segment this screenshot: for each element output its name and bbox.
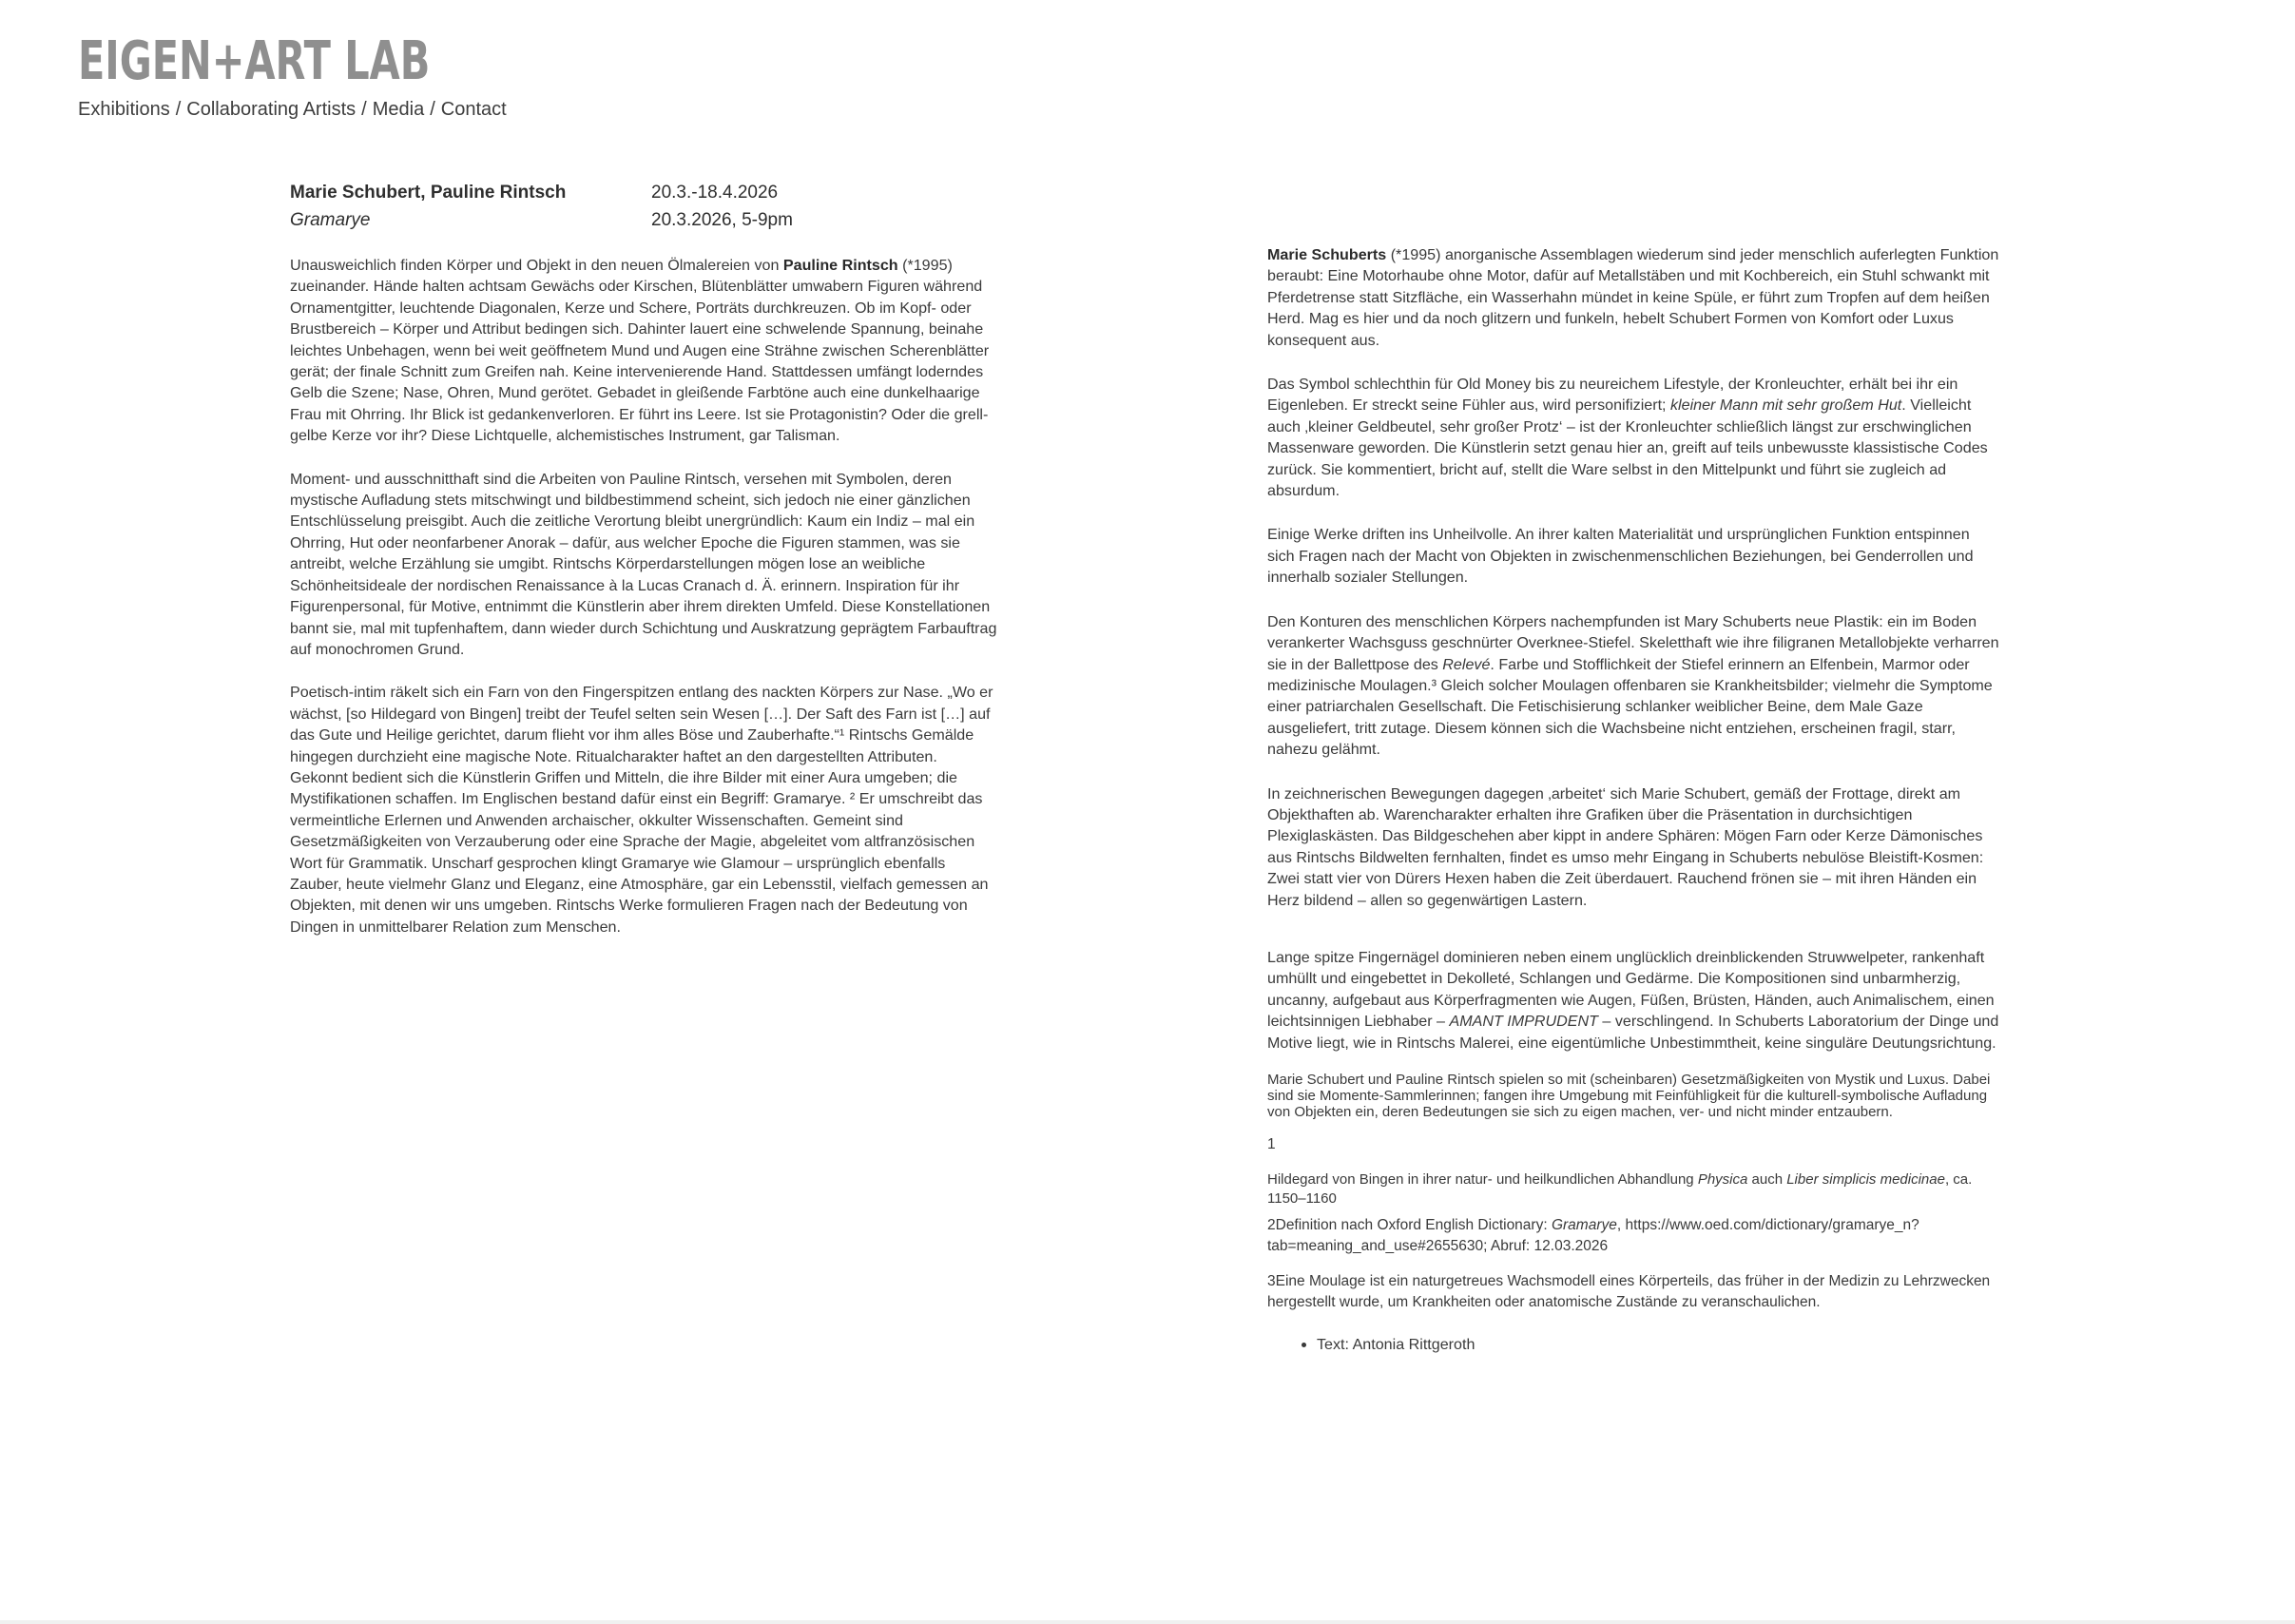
text-run: Einige Werke driften ins Unheilvolle. An ihrer kalten Materialität und ursprünglichen Funktion entspinnen sich Fragen nach der Macht von Objekten in zwischenmenschlichen Beziehungen, bei Genderrollen und innerhalb sozialer Stellungen. bbox=[1267, 526, 1974, 587]
site-header bbox=[78, 32, 553, 121]
main-nav bbox=[78, 99, 553, 121]
paragraph bbox=[1267, 947, 1999, 1054]
italic-text: AMANT IMPRUDENT bbox=[1449, 1013, 1598, 1031]
nav-link-exhibitions[interactable]: Exhibitions bbox=[78, 99, 170, 120]
nav-link-collaborating-artists[interactable]: Collaborating Artists bbox=[186, 99, 357, 120]
text-run: , https://www.oed.com/dictionary/gramarye_n?tab=meaning_and_use#2655630; Abruf: 12.03.2026 bbox=[1267, 1217, 1919, 1254]
text-run: Moment- und ausschnitthaft sind die Arbeiten von Pauline Rintsch, versehen mit Symbolen, deren mystische Aufladung stets mitschwingt und bildbestimmend scheint, sich jedoch nie einer gänzlichen Entschlüsselung preisgibt. Auch die zeitliche Verortung bleibt unergründlich: Kaum ein Indiz – mal ein Ohrring, Hut oder neonfarbener Anorak – dafür, aus welcher Epoche die Figuren stammen, was sie antreibt, welche Erzählung sie umgibt. Rintschs Körperdarstellungen mögen lose an weibliche Schönheitsideale der nordischen Renaissance à la Lucas Cranach d. Ä. erinnern. Inspiration für ihr Figurenpersonal, für Motive, entnimmt die Künstlerin aber ihrem direkten Umfeld. Diese Konstellationen bannt sie, mal mit tupfenhaftem, dann wieder durch Schichtung und Auskratzung geprägtem Farbauftrag auf monochromen Grund. bbox=[290, 470, 997, 658]
nav-link-media[interactable]: Media bbox=[372, 99, 425, 120]
text-run: Den Konturen des menschlichen Körpers nachempfunden ist Mary Schuberts neue Plastik: ein im Boden verankerter Wachsguss geschnürter Overknee-Stiefel. Skeletthaft wie ihre filigranen Metallobjekte verharren sie in der Ballettpose des bbox=[1267, 612, 1999, 673]
left-body-text bbox=[290, 255, 998, 938]
bottom-divider bbox=[0, 1620, 2295, 1624]
exhibition-meta-row-1 bbox=[290, 179, 998, 206]
opening-time: 20.3.2026, 5-9pm bbox=[651, 210, 793, 230]
paragraph bbox=[1267, 783, 1999, 911]
right-body-text bbox=[1267, 244, 1999, 911]
text-run: 2Definition nach Oxford English Dictionary: bbox=[1267, 1217, 1552, 1233]
paragraph bbox=[290, 255, 998, 447]
right-column bbox=[1267, 244, 1999, 1355]
text-run: (*1995) zueinander. Hände halten achtsam Gewächs oder Kirschen, Blütenblätter umwabern Figuren während Ornamentgitter, leuchtende Diagonalen, Kerze und Schere, Porträts durchkreuzen. Ob im Kopf- oder Brustbereich – Körper und Attribut bedingen sich. Dahinter lauert eine schwelende Spannung, beinahe leichtes Unbehagen, wenn bei weit geöffnetem Mund und Augen eine Strähne zwischen Scherenblätter gerät; der finale Schnitt zum Greifen nah. Keine intervenierende Hand. Stattdessen umfängt loderndes Gelb die Szene; Nase, Ohren, Mund gerötet. Gebadet in gleißende Farbtöne auch eine dunkelhaarige Frau mit Ohrring. Ihr Blick ist gedankenverloren. Er führt ins Leere. Ist sie Protagonistin? Oder die grell-gelbe Kerze vor ihr? Diese Lichtquelle, alchemistisches Instrument, gar Talisman. bbox=[290, 257, 990, 445]
footnote-number: 1 bbox=[1267, 1136, 1276, 1152]
italic-text: Physica bbox=[1697, 1171, 1748, 1188]
text-run: 3Eine Moulage ist ein naturgetreues Wachsmodell eines Körperteils, das früher in der Medizin zu Lehrzwecken hergestellt wurde, um Krankheiten oder anatomische Zustände zu veranschaulichen. bbox=[1267, 1273, 1991, 1310]
text-run: In zeichnerischen Bewegungen dagegen ‚arbeitet‘ sich Marie Schubert, gemäß der Frottage, direkt am Objekthaften ab. Warencharakter erhalten ihre Grafiken über die Präsentation in durchsichtigen Plexiglaskästen. Das Bildgeschehen aber kippt in andere Sphären: Mögen Farn oder Kerze Dämonisches aus Rintschs Bildwelten fernhalten, findet es umso mehr Eingang in Schuberts nebulöse Bleistift-Kosmen: Zwei statt vier von Dürers Hexen haben die Zeit überdauert. Rauchend frönen sie – mit ihren Händen ein Herz bildend – allen so gegenwärtigen Lastern. bbox=[1267, 784, 1984, 909]
footnote bbox=[1267, 1170, 1999, 1208]
nav-separator: / bbox=[175, 99, 182, 120]
text-run: . Farbe und Stofflichkeit der Stiefel erinnern an Elfenbein, Marmor oder medizinische Moulagen.³ Gleich solcher Moulagen offenbaren sie Krankheitsbilder; vielmehr die Symptome einer patriarchalen Gesellschaft. Die Fetischisierung schlanker weiblicher Beine, dem Male Gaze ausgeliefert, tritt zutage. Diesem können sich die Wachsbeine nicht entziehen, erscheinen fragil, starr, nahezu gelähmt. bbox=[1267, 655, 1993, 759]
text-run: . Vielleicht auch ‚kleiner Geldbeutel, sehr großer Protz‘ – ist der Kronleuchter schließlich längst zur erschwinglichen Massenware geworden. Die Künstlerin setzt genau hier an, greift auf teils unbewusste klassistische Codes zurück. Sie kommentiert, bricht auf, stellt die Ware selbst in den Mittelpunkt und führt sie zugleich ad absurdum. bbox=[1267, 396, 1988, 500]
paragraph bbox=[1267, 244, 1999, 351]
paragraph bbox=[1267, 611, 1999, 761]
paragraph bbox=[290, 469, 998, 661]
nav-separator: / bbox=[361, 99, 367, 120]
text-run: Poetisch-intim räkelt sich ein Farn von den Fingerspitzen entlang des nackten Körpers zur Nase. „Wo er wächst, [so Hildegard von Bingen] treibt der Teufel selten sein Wesen […]. Der Saft des Farn ist […] auf das Gute und Heilige gerichtet, darum flieht vor ihm alles Böse und Zauberhafte.“¹ Rintschs Gemälde hingegen durchzieht eine magische Note. Ritualcharakter haftet an den dargestellten Attributen. Gekonnt bedient sich die Künstlerin Griffen und Mitteln, die ihre Bilder mit einer Aura umgeben; die Mystifikationen schaffen. Im Englischen bestand dafür einst ein Begriff: Gramarye. ² Er umschreibt das vermeintliche Erlernen und Anwenden archaischer, okkulter Wissenschaften. Gemeint sind Gesetzmäßigkeiten von Verzauberung oder eine Sprache der Magie, abgeleitet vom altfranzösischen Wort für Grammatik. Unscharf gesprochen klingt Gramarye wie Glamour – ursprünglich ebenfalls Zauber, heute vielmehr Glanz und Eleganz, eine Atmosphäre, gar ein Lebensstil, vielfach gemessen an Objekten, mit denen wir uns umgeben. Rintschs Werke formulieren Fragen nach der Bedeutung von Dingen in unmittelbarer Relation zum Menschen. bbox=[290, 684, 993, 936]
exhibition-title: Gramarye bbox=[290, 210, 371, 230]
paragraph bbox=[1267, 374, 1999, 501]
italic-text: Gramarye bbox=[1551, 1217, 1617, 1233]
bold-text: Marie Schuberts bbox=[1267, 246, 1387, 263]
exhibition-meta-row-2 bbox=[290, 206, 998, 234]
text-run: (*1995) anorganische Assemblagen wiederum sind jeder menschlich auferlegten Funktion beraubt: Eine Motorhaube ohne Motor, dafür auf Metallstäben und mit Kochbereich, ein Stuhl schwankt mit Pferdetrense statt Sitzfläche, ein Wasserhahn mündet in keine Spüle, er führt zum Tropfen auf dem heißen Herd. Mag es hier und da noch glitzern und funkeln, hebelt Schubert Formen von Komfort oder Luxus konsequent aus. bbox=[1267, 246, 1999, 349]
exhibition-dates: 20.3.-18.4.2026 bbox=[651, 183, 779, 203]
credit-item: • Text: Antonia Rittgeroth bbox=[1317, 1334, 1999, 1355]
text-run: Lange spitze Fingernägel dominieren neben einem unglücklich dreinblickenden Struwwelpeter, rankenhaft umhüllt und eingebettet in Dekolleté, Schlangen und Gedärme. Die Kompositionen sind unbarmherzig, uncanny, aufgebaut aus Körperfragmenten wie Augen, Füßen, Brüsten, Händen, auch Animalischem, einen leichtsinnigen Liebhaber – bbox=[1267, 948, 1995, 1031]
nav-separator: / bbox=[430, 99, 435, 120]
italic-text: kleiner Mann mit sehr großem Hut bbox=[1670, 396, 1902, 415]
summary-paragraph: Marie Schubert und Pauline Rintsch spielen so mit (scheinbaren) Gesetzmäßigkeiten von Mystik und Luxus. Dabei sind sie Momente-Sammlerinnen; fangen ihre Umgebung mit Feinfühligkeit für die kulturell-symbolische Aufladung von Objekten ein, deren Bedeutungen sie sich zu eigen machen, ver- und nicht minder entzaubern. bbox=[1267, 1072, 1991, 1120]
italic-text: Liber simplicis medicinae bbox=[1786, 1171, 1945, 1188]
bold-text: Pauline Rintsch bbox=[782, 257, 898, 274]
italic-text: Relevé bbox=[1442, 655, 1491, 673]
left-column bbox=[290, 179, 998, 938]
text-run: , ca. 1150–1160 bbox=[1267, 1171, 1973, 1207]
exhibition-artists: Marie Schubert, Pauline Rintsch bbox=[290, 183, 567, 203]
footnote bbox=[1267, 1215, 1999, 1257]
nav-link-contact[interactable]: Contact bbox=[440, 99, 507, 120]
text-run: Das Symbol schlechthin für Old Money bis zu neureichem Lifestyle, der Kronleuchter, erhält bei ihr ein Eigenleben. Er streckt seine Fühler aus, wird personifiziert; bbox=[1267, 376, 1958, 415]
logo[interactable]: EIGEN+ART LAB bbox=[78, 30, 431, 92]
text-run: auch bbox=[1747, 1171, 1787, 1188]
paragraph bbox=[1267, 524, 1999, 588]
text-run: Unausweichlich finden Körper und Objekt in den neuen Ölmalereien von bbox=[290, 257, 783, 274]
footnote bbox=[1267, 1271, 1999, 1313]
text-run: – verschlingend. In Schuberts Laboratorium der Dinge und Motive liegt, wie in Rintschs Malerei, eine eigentümliche Unbestimmtheit, keine singuläre Deutungsrichtung. bbox=[1267, 1013, 1999, 1052]
paragraph bbox=[290, 682, 998, 938]
text-run: Hildegard von Bingen in ihrer natur- und heilkundlichen Abhandlung bbox=[1267, 1171, 1698, 1188]
footnotes bbox=[1267, 1170, 1999, 1313]
credits-list bbox=[1267, 1334, 1999, 1355]
